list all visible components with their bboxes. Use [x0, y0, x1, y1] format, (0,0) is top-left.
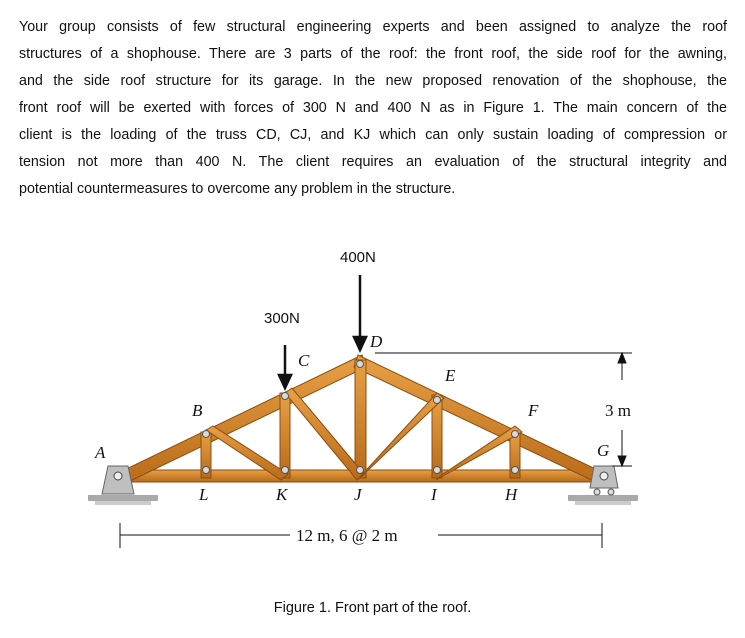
ground-left [88, 495, 158, 505]
top-chord-left [112, 355, 366, 486]
paragraph-line: Your group consists of few structural engineering experts and been assigned to analyze the roof [19, 19, 727, 35]
joint-label-h: H [505, 485, 518, 504]
truss-figure [0, 230, 745, 590]
joint-label-k: K [276, 485, 288, 504]
joint-label-c: C [298, 351, 310, 370]
height-dimension [375, 353, 632, 466]
paragraph-line: structures of a shophouse. There are 3 parts of the roof: the front roof, the side roof for the awning, [19, 46, 727, 62]
height-label: 3 m [605, 401, 631, 420]
joint-label-l: L [199, 485, 209, 504]
problem-statement [19, 14, 727, 203]
paragraph-line: front roof will be exerted with forces of 300 N and 400 N as in Figure 1. The main concern of the [19, 100, 727, 116]
support-A [102, 466, 134, 494]
joint-label-f: F [528, 401, 539, 420]
force-label-d: 400N [340, 249, 376, 266]
paragraph-line: tension not more than 400 N. The client requires an evaluation of the structural integrity and [19, 154, 727, 170]
force-label-c: 300N [264, 310, 300, 327]
member-CK [280, 393, 290, 478]
paragraph-line: potential countermeasures to overcome any problem in the structure. [19, 181, 456, 197]
top-chord-right [354, 355, 610, 486]
member-DJ [355, 360, 366, 478]
figure-caption: Figure 1. Front part of the roof. [273, 600, 472, 616]
force-arrow-d-head [354, 337, 366, 350]
paragraph-line: client is the loading of the truss CD, CJ, and KJ which can only sustain loading of compression or [19, 127, 727, 143]
joint-label-b: B [192, 401, 203, 420]
force-arrow-c-head [279, 375, 291, 388]
paragraph-line: and the side roof structure for its garage. In the new proposed renovation of the shophouse, the [19, 73, 727, 89]
joint-label-e: E [445, 366, 456, 385]
joint-label-i: I [431, 485, 437, 504]
member-JE [357, 393, 444, 480]
joint-label-a: A [95, 443, 106, 462]
joint-label-j: J [354, 485, 362, 504]
joint-label-g: G [597, 441, 610, 460]
member-CJ [285, 388, 364, 480]
support-G [590, 466, 618, 495]
joint-label-d: D [370, 332, 383, 351]
ground-right [568, 495, 638, 505]
span-label: 12 m, 6 @ 2 m [296, 526, 398, 545]
